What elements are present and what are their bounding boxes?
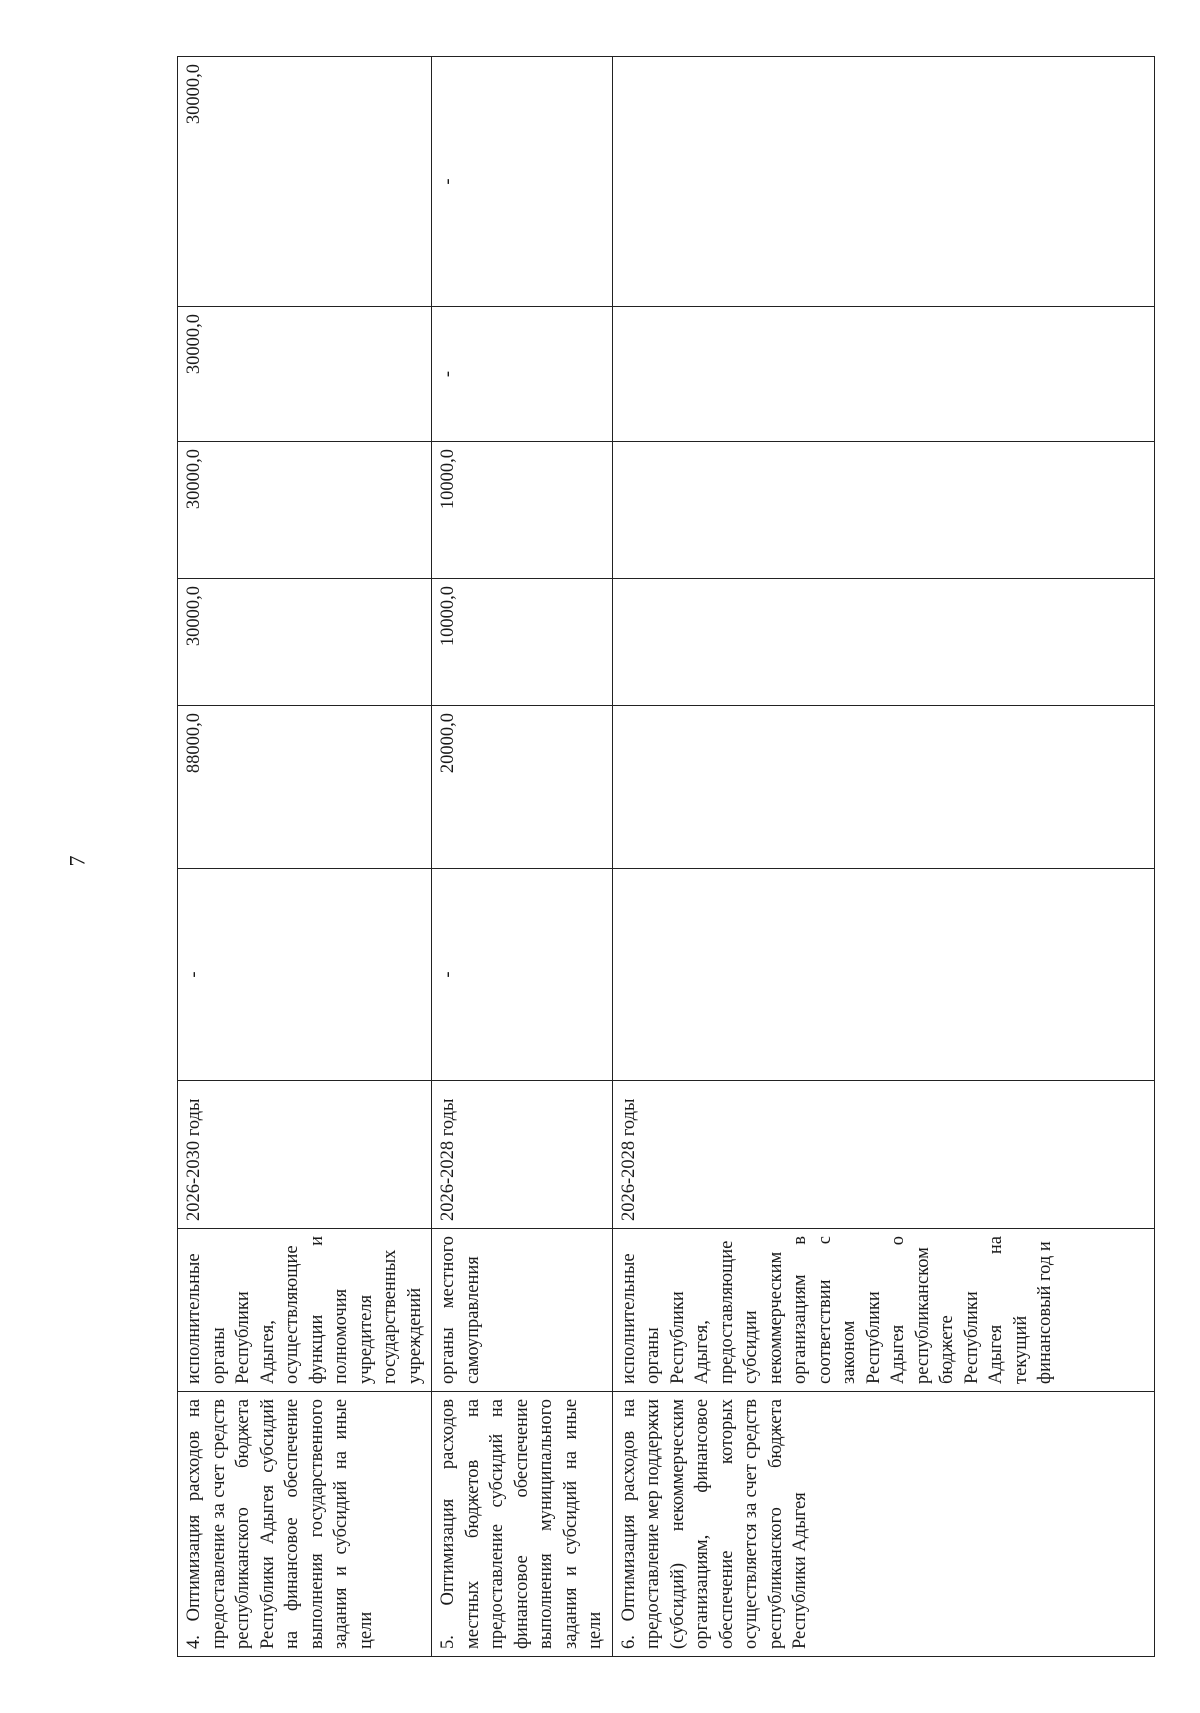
executor-cell: исполнительные органы Республики Адыгея, осуществляющие функции и полномочия учредителя государственных учреждений: [178, 1229, 432, 1392]
value-cell: 30000,0: [178, 579, 432, 706]
value-cell: [612, 57, 1154, 307]
value-cell: -: [432, 307, 613, 442]
value-cell: 20000,0: [432, 706, 613, 869]
value-cell: -: [432, 869, 613, 1081]
executor-cell: исполнительные органы Республики Адыгея, предоставляющие субсидии некоммерческим организациям в соответствии с законом Республики Адыгея о республиканском бюджете Республики Адыгея на текущий финансовый год и: [612, 1229, 1154, 1392]
table-row: [612, 57, 1154, 1657]
period-cell: 2026-2028 годы: [612, 1081, 1154, 1229]
value-cell: 10000,0: [432, 579, 613, 706]
rotated-table-wrapper: [177, 57, 1127, 1657]
value-cell: -: [178, 869, 432, 1081]
value-cell: -: [432, 57, 613, 307]
table-row: [178, 57, 432, 1657]
page-number: 7: [64, 855, 90, 867]
value-cell: 88000,0: [178, 706, 432, 869]
measure-cell: 5. Оптимизация расходов местных бюджетов на предоставление субсидий на финансовое обеспечение выполнения муниципального задания и субсидий на иные цели: [432, 1392, 613, 1657]
value-cell: 30000,0: [178, 442, 432, 579]
measure-cell: 4. Оптимизация расходов на предоставление за счет средств республиканского бюджета Республики Адыгея субсидий на финансовое обеспечение выполнения государственного задания и субсидий на иные цели: [178, 1392, 432, 1657]
value-cell: [612, 307, 1154, 442]
value-cell: 30000,0: [178, 307, 432, 442]
value-cell: [612, 706, 1154, 869]
table-row: [432, 57, 613, 1657]
period-cell: 2026-2030 годы: [178, 1081, 432, 1229]
measure-cell: 6. Оптимизация расходов на предоставление мер поддержки (субсидий) некоммерческим организациям, финансовое обеспечение которых осуществляется за счет средств республиканского бюджета Республики Адыгея: [612, 1392, 1154, 1657]
value-cell: [612, 579, 1154, 706]
value-cell: [612, 442, 1154, 579]
measures-table: [177, 56, 1155, 1657]
value-cell: 10000,0: [432, 442, 613, 579]
value-cell: 30000,0: [178, 57, 432, 307]
value-cell: [612, 869, 1154, 1081]
executor-cell: органы местного самоуправления: [432, 1229, 613, 1392]
period-cell: 2026-2028 годы: [432, 1081, 613, 1229]
